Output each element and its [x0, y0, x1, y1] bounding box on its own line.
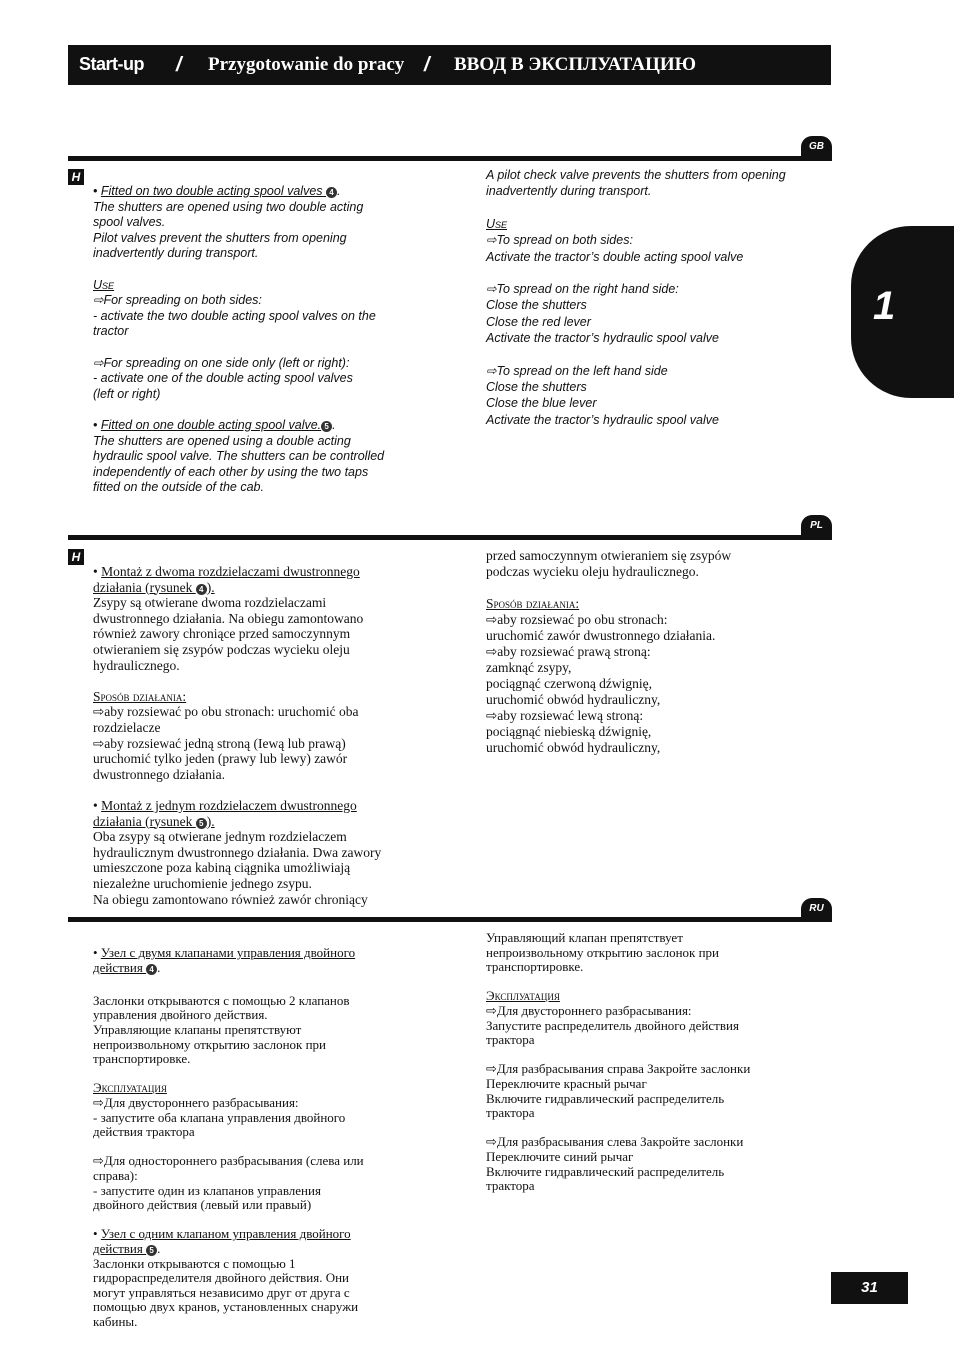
- text-line: ⇨aby rozsiewać po obu stronach:: [486, 612, 668, 627]
- text-line: dwustronnego działania. Na obiegu zamontowano: [93, 610, 364, 626]
- chapter-number: 1: [873, 284, 896, 328]
- underlined-heading: Fitted on one double acting spool valve.: [100, 418, 322, 432]
- text-line: Oba zsypy są otwierane jednym rozdzielaczem: [93, 829, 347, 845]
- chapter-tab: [851, 226, 954, 398]
- text-line: independently of each other by using the two taps: [93, 464, 369, 479]
- text-line: Переключите синий рычаг: [486, 1149, 634, 1164]
- text-line: Управляющие клапаны препятствуют: [93, 1022, 302, 1037]
- text-line: umieszczone poza kabiną ciągnika umożliwiają: [93, 860, 351, 876]
- text-line: Na obiegu zamontowano również zawór chroniący: [93, 891, 368, 907]
- text-line: • Fitted on one double acting spool valve. 5 .: [93, 418, 336, 432]
- text-line: ⇨For spreading on one side only (left or right):: [93, 355, 350, 370]
- text-line: uruchomić zawór dwustronnego działania.: [486, 628, 716, 643]
- text-line: Включите гидравлический распределитель: [486, 1163, 725, 1179]
- text-line: Close the shutters: [486, 379, 587, 394]
- text-line: Activate the tractor’s hydraulic spool valve: [486, 412, 719, 427]
- text-line: ⇨Для одностороннего разбрасывания (слева или: [93, 1153, 364, 1169]
- text-line: przed samoczynnym otwieraniem się zsypów: [486, 548, 732, 563]
- text-line: działania (rysunek 5 ).: [93, 813, 215, 829]
- text-line: могут управляться независимо друг от друга с: [93, 1284, 350, 1300]
- underlined-heading: Узел с одним клапаном управления двойного: [100, 1226, 351, 1242]
- underlined-heading: działania (rysunek: [93, 579, 196, 595]
- header-separator: /: [176, 54, 182, 76]
- text-line: ⇨For spreading on both sides:: [93, 293, 262, 308]
- figure-ref-icon: 4: [326, 187, 337, 198]
- text-line: pociągnąć niebieską dźwignię,: [486, 724, 652, 739]
- figure-ref-icon: 5: [321, 421, 332, 432]
- text-line: hydraulicznym dwustronnego działania. Dwa zawory: [93, 844, 382, 860]
- text-line: • Montaż z dwoma rozdzielaczami dwustronnego: [93, 564, 360, 579]
- text-line: - запустите один из клапанов управления: [93, 1182, 321, 1198]
- text-line: трактора: [486, 1032, 535, 1048]
- text-line: ⇨aby rozsiewać jedną stroną (Iewą lub prawą): [93, 735, 346, 751]
- text-line: управления двойного действия.: [93, 1007, 268, 1023]
- text-line: uruchomić obwód hydrauliczny,: [486, 740, 661, 755]
- section-rule-gb: [68, 156, 832, 161]
- text-line: zamknąć zsypy,: [486, 660, 572, 675]
- text-line: The shutters are opened using two double acting: [93, 199, 364, 214]
- text-line: транспортировке.: [93, 1051, 191, 1067]
- underlined-heading: działania (rysunek: [93, 813, 196, 829]
- figure-ref-icon: 4: [146, 964, 157, 975]
- text-line: otwieraniem się zsypów podczas wycieku oleju: [93, 642, 350, 657]
- underlined-heading: действия: [93, 959, 147, 975]
- text-line: Zsypy są otwierane dwoma rozdzielaczami: [93, 595, 327, 611]
- page-number: 31: [831, 1272, 908, 1304]
- text-line: трактора: [486, 1105, 535, 1121]
- text-line: гидрораспределителя двойного действия. Они: [93, 1270, 350, 1286]
- text-line: ⇨Для двустороннего разбрасывания:: [486, 1003, 692, 1018]
- language-badge-pl: PL: [801, 515, 832, 537]
- text-line: działania (rysunek 4 ).: [93, 579, 215, 595]
- text-line: podczas wycieku oleju hydraulicznego.: [486, 564, 699, 579]
- figure-ref-icon: 5: [196, 818, 207, 829]
- text-line: pociągnąć czerwoną dźwignię,: [486, 676, 653, 691]
- text-line: помощью двух кранов, установленных снаружи: [93, 1299, 359, 1315]
- text-line: двойного действия (левый или правый): [93, 1197, 312, 1213]
- text-line: The shutters are opened using a double acting: [93, 433, 351, 448]
- text-line: действия трактора: [93, 1124, 195, 1140]
- text-line: [93, 689, 186, 705]
- text-line: Заслонки открываются с помощью 1: [93, 1255, 296, 1271]
- text-line: Заслонки открываются с помощью 2 клапанов: [93, 992, 350, 1008]
- text-line: Close the blue lever: [486, 396, 597, 411]
- text-line: ⇨aby rozsiewać po obu stronach: uruchomić oba: [93, 704, 359, 720]
- text-line: ⇨To spread on the right hand side:: [486, 282, 679, 297]
- text-line: Запустите распределитель двойного действия: [486, 1017, 739, 1033]
- text-line: uruchomić obwód hydrauliczny,: [486, 692, 661, 707]
- text-line: Close the shutters: [486, 298, 587, 313]
- text-line: Управляющий клапан препятствует: [486, 930, 683, 945]
- text-line: rozdzielacze: [93, 720, 161, 735]
- text-line: uruchomić tylko jeden (prawy lub lewy) zawór: [93, 751, 348, 767]
- text-line: spool valves.: [93, 215, 166, 230]
- text-line: hydraulic spool valve. The shutters can be controlled: [93, 449, 385, 464]
- text-line: ⇨To spread on both sides:: [486, 233, 633, 248]
- text-line: ⇨Для двустороннего разбрасывания:: [93, 1095, 299, 1110]
- text-line: • Узел с одним клапаном управления двойного: [93, 1226, 351, 1242]
- text-line: действия 5 .: [93, 1241, 161, 1256]
- text-line: inadvertently during transport.: [93, 246, 259, 261]
- text-line: непроизвольному открытию заслонок при: [93, 1036, 327, 1052]
- underlined-heading: Montaż z dwoma rozdzielaczami dwustronnego: [101, 564, 360, 579]
- underlined-heading: Montaż z jednym rozdzielaczem dwustronnego: [101, 798, 357, 813]
- text-line: • Fitted on two double acting spool valves 4 .: [93, 184, 341, 198]
- text-line: [486, 217, 507, 233]
- subheading: Use: [486, 216, 508, 231]
- text-line: ⇨Для разбрасывания слева Закройте заслонки: [486, 1134, 744, 1150]
- subheading: Use: [93, 277, 115, 292]
- text-line: [486, 989, 560, 1004]
- section-rule-ru: [68, 917, 832, 922]
- subheading: Sposób działania:: [486, 596, 580, 611]
- text-line: Переключите красный рычаг: [486, 1076, 647, 1091]
- text-line: również zawory chroniące przed samoczynnym: [93, 626, 351, 642]
- figure-ref-icon: 4: [196, 584, 207, 595]
- text-line: Activate the tractor’s double acting spool valve: [486, 249, 744, 264]
- header-separator: /: [424, 54, 430, 76]
- text-line: Close the red lever: [486, 314, 591, 329]
- text-line: fitted on the outside of the cab.: [93, 480, 264, 495]
- section-rule-pl: [68, 535, 832, 540]
- header-title-pl: Przygotowanie do pracy: [208, 54, 405, 75]
- text-line: кабины.: [93, 1314, 138, 1329]
- text-line: Включите гидравлический распределитель: [486, 1090, 725, 1106]
- header-title-ru: ВВОД В ЭКСПЛУАТАЦИЮ: [454, 54, 697, 75]
- subheading: Эксплуатация: [486, 988, 560, 1004]
- text-line: ⇨aby rozsiewać lewą stroną:: [486, 708, 644, 723]
- text-line: [93, 1081, 167, 1096]
- text-line: - запустите оба клапана управления двойного: [93, 1109, 346, 1125]
- text-line: - activate one of the double acting spool valves: [93, 371, 353, 386]
- underlined-heading: действия: [93, 1241, 147, 1256]
- underlined-heading: Узел с двумя клапанами управления двойного: [100, 945, 356, 960]
- text-line: [93, 278, 114, 294]
- text-line: ⇨Для разбрасывания справа Закройте заслонки: [486, 1061, 751, 1077]
- text-line: hydraulicznego.: [93, 657, 180, 673]
- text-line: непроизвольному открытию заслонок при: [486, 944, 720, 960]
- text-line: ⇨To spread on the left hand side: [486, 363, 668, 378]
- section-marker-gb: H: [68, 169, 84, 185]
- language-badge-gb: GB: [801, 136, 832, 158]
- text-line: (left or right): [93, 386, 161, 401]
- section-marker-pl: H: [68, 549, 84, 565]
- text-line: dwustronnego działania.: [93, 766, 225, 782]
- text-line: [486, 596, 579, 612]
- text-line: A pilot check valve prevents the shutters from opening: [486, 168, 786, 182]
- text-line: inadvertently during transport.: [486, 184, 652, 199]
- text-line: справа):: [93, 1168, 138, 1183]
- text-line: niezależne uruchomienie jednego zsypu.: [93, 876, 312, 891]
- text-line: - activate the two double acting spool valves on the: [93, 308, 376, 323]
- text-line: • Montaż z jednym rozdzielaczem dwustronnego: [93, 798, 357, 813]
- figure-ref-icon: 5: [146, 1245, 157, 1256]
- text-line: транспортировке.: [486, 959, 584, 975]
- header-title-en: Start-up: [79, 54, 144, 74]
- text-line: трактора: [486, 1178, 535, 1194]
- page-header: [68, 45, 831, 85]
- subheading: Sposób działania:: [93, 688, 187, 704]
- underlined-heading: Fitted on two double acting spool valves: [100, 184, 326, 198]
- text-line: • Узел с двумя клапанами управления двойного: [93, 945, 356, 960]
- text-line: действия 4 .: [93, 959, 161, 975]
- subheading: Эксплуатация: [93, 1080, 167, 1096]
- text-line: Pilot valves prevent the shutters from opening: [93, 230, 347, 245]
- text-line: Activate the tractor’s hydraulic spool valve: [486, 331, 719, 345]
- language-badge-ru: RU: [801, 898, 832, 920]
- text-line: ⇨aby rozsiewać prawą stroną:: [486, 644, 651, 659]
- text-line: tractor: [93, 324, 129, 339]
